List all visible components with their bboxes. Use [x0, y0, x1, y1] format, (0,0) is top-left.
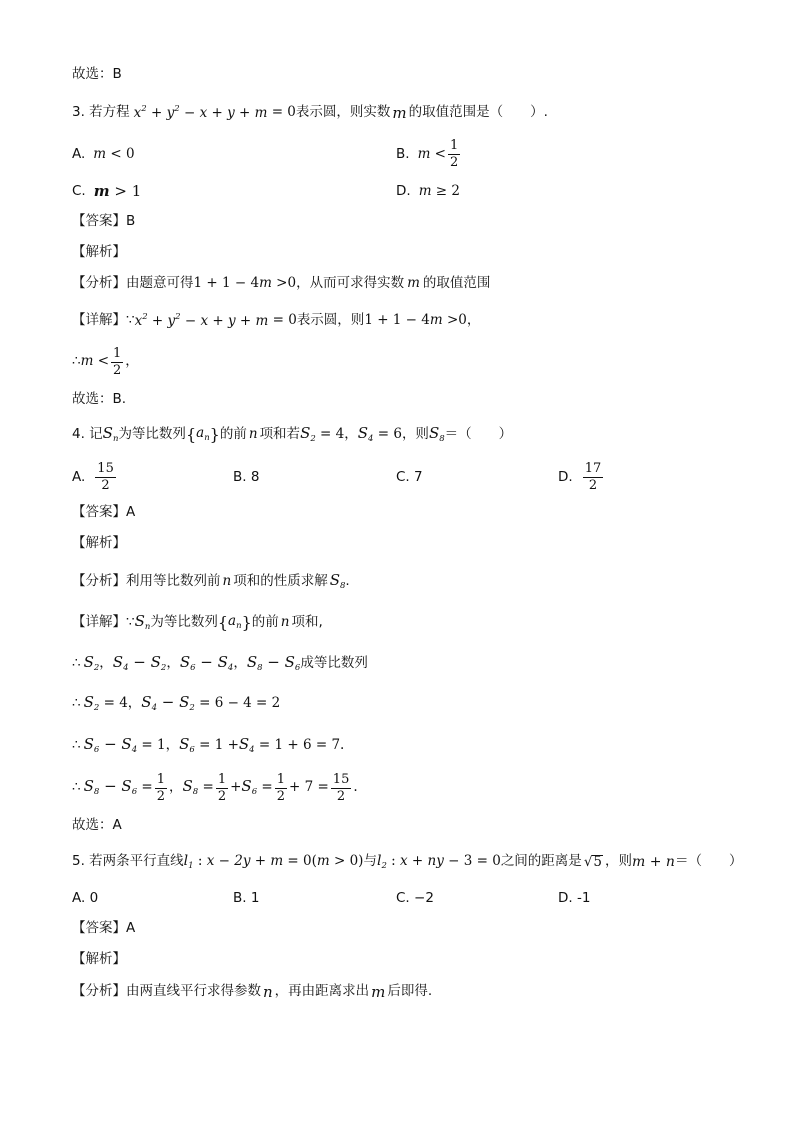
- detail-4-step-2: ∴ $S_2$ = 4 ， $S_4 - S_2$ = 6 − 4 = 2: [72, 693, 281, 714]
- option-c[interactable]: C. 7: [396, 469, 423, 485]
- option-d[interactable]: D. -1: [558, 890, 591, 906]
- answer-choice-line: 故选：A: [72, 817, 122, 834]
- option-c[interactable]: C. −2: [396, 890, 434, 906]
- option-a[interactable]: A. 0: [72, 890, 99, 906]
- detail-4: 【详解】 ∵ $S_n$ 为等比数列 { $a_n$ } 的前 n 项和,: [72, 612, 323, 633]
- therefore-symbol: ∴: [72, 353, 81, 370]
- question-3-stem: 3. 若方程 $x^2 + y^2 - x + y + m$ = 0 表示圆，则实数 m 的取值范围是（ ）.: [72, 103, 548, 122]
- answer-label-3: 【答案】B: [72, 213, 136, 230]
- answer-choice-line: 故选：B: [72, 66, 122, 83]
- option-a[interactable]: A. m < 0: [72, 146, 135, 162]
- answer-label-4: 【答案】A: [72, 504, 136, 521]
- detail-3: 【详解】 ∵ $x^2 + y^2 - x + y + m$ = 0 表示圆，则 1 + 1 − 4 m >0 ，: [72, 312, 481, 330]
- because-symbol: ∵: [126, 312, 135, 329]
- option-a[interactable]: A. $\frac{15}{2}$: [72, 460, 114, 493]
- analysis-4: 【分析】利用等比数列前 n 项和的性质求解 $S_8$ .: [72, 571, 350, 592]
- analysis-3: 【分析】由题意可得 1 + 1 − 4 m >0 ，从而可求得实数 m 的取值范围: [72, 275, 491, 292]
- option-d[interactable]: D. $\frac{17}{2}$: [558, 460, 602, 493]
- option-b[interactable]: B. 1: [233, 890, 260, 906]
- answer-choice-line: 故选：B.: [72, 391, 127, 408]
- detail-4-step-1: ∴ $S_2$ ， $S_4 - S_2$ ， $S_6 - S_4$ ， $S_8 - S_6$ 成等比数列: [72, 653, 368, 674]
- option-b[interactable]: B. 8: [233, 469, 260, 485]
- detail-3-result: ∴ m < $\frac{1}{2}$ ，: [72, 345, 139, 378]
- answer-label-5: 【答案】A: [72, 920, 136, 937]
- analysis-label-5: 【解析】: [72, 951, 126, 968]
- detail-4-step-3: ∴ $S_6 - S_4$ = 1 ， $S_6$ = 1 + $S_4$ = 1 + 6 = 7.: [72, 735, 345, 756]
- detail-4-step-4: ∴ $S_8 - S_6$ = $\frac{1}{2}$ ， $S_8$ = $\frac{1}{2}$ + $S_6$ = $\frac{1}{2}$ + 7 = $\frac{15}{2}$ .: [72, 771, 358, 804]
- question-4-stem: 4. 记 $S_n$ 为等比数列 { $a_n$ } 的前 n 项和若 $S_2$ = 4 ， $S_4$ = 6 ，则 $S_8$ ＝（ ）: [72, 424, 513, 445]
- analysis-label-3: 【解析】: [72, 244, 126, 261]
- option-d[interactable]: D. m ≥ 2: [396, 183, 460, 199]
- analysis-5: 【分析】由两直线平行求得参数 n ，再由距离求出 m 后即得.: [72, 982, 433, 1001]
- question-5-stem: 5. 若两条平行直线 $l_1$ : x − 2y + m = 0( m > 0) 与 $l_2$ : x + ny − 3 = 0 之间的距离是 √ 5 ，则 m + n ＝（ ）: [72, 852, 743, 871]
- option-b[interactable]: B. m < $\frac{1}{2}$: [396, 137, 459, 170]
- option-c[interactable]: C. m > 1: [72, 182, 142, 200]
- analysis-label-4: 【解析】: [72, 535, 126, 552]
